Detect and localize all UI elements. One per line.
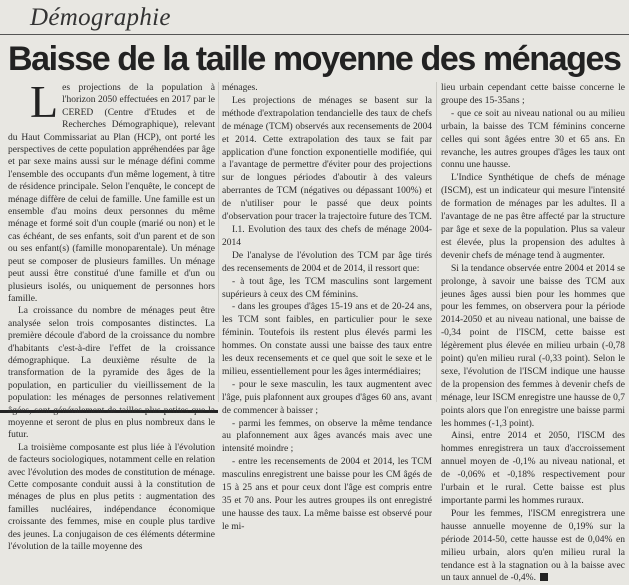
column-divider — [218, 82, 219, 402]
article-paragraph: - que ce soit au niveau national ou au milieu urbain, la baisse des TCM féminins concerne celles qui sont âgées entre 30 et 65 ans. En revanche, les autres groupes d'âges les taux ont connu une hausse. — [441, 108, 625, 171]
article-paragraph: Les projections de ménages se basent sur la méthode d'extrapolation tendancielle des taux de chefs de ménage (TCM) observés aux recensements de 2004 et 2014. Cette extrapolation des taux se fait par application d'une fonction exponentielle modifiée, qui a l'avantage de permettre d'éviter pour des projections sur de longues périodes d'aboutir à des valeurs aberrantes de TCM (négatives ou dépassant 100%) et de n'utiliser pour le passé que deux points d'observation pour tracer la trajectoire future des TCM. — [222, 95, 432, 223]
article-paragraph: L'Indice Synthétique de chefs de ménage (ISCM), est un indicateur qui mesure l'intensité de formation de ménages par les adultes. Il a l'avantage de ne pas être affecté par la structure par âge et sexe de la population. Plus sa valeur est élevée, plus la propension des adultes à devenir chefs de ménage tend à augmenter. — [441, 173, 625, 261]
column-divider — [436, 82, 437, 402]
article-paragraph: - parmi les femmes, on observe la même tendance au plafonnement aux âges avancés mais avec une intensité moindre ; — [222, 418, 432, 455]
article-paragraph: - dans les groupes d'âges 15-19 ans et de 20-24 ans, les TCM sont faibles, en particulier pour le sexe féminin. Toutefois ils restent plus élevés parmi les hommes. On constate aussi une baisse des taux entre les deux recensements et ce quel que soit le sexe et le milieu, essentiellement pour les âges intermédiaires; — [222, 302, 432, 377]
article-column-1 — [8, 76, 215, 553]
end-of-article-mark-icon — [540, 573, 548, 581]
article-column-3 — [441, 82, 625, 585]
article-column-2 — [222, 82, 432, 534]
article-paragraph: - à tout âge, les TCM masculins sont largement supérieurs à ceux des CM féminins. — [222, 276, 432, 300]
article-paragraph: lieu urbain cependant cette baisse concerne le groupe des 15-35ans ; — [441, 83, 625, 106]
article-paragraph: Si la tendance observée entre 2004 et 2014 se prolonge, à savoir une baisse des TCM aux jeunes âges aussi bien pour les hommes que pour les femmes, on observera pour la période 2014-2050 et au niveau national, une baisse de -0,34 point de l'ISCM, cette baisse est légèrement plus élevée en milieu urbain (-0,78 point) qu'en milieu rural (-0,33 point). Selon le sexe, l'évolution de l'ISCM indique une hausse de la propension des femmes à devenir chefs de ménage, leur ISCM enregistre une hausse de 0,7 points alors que l'on enregistre une baisse parmi les hommes (-1,3 point). — [441, 263, 625, 429]
article-paragraph: De l'analyse de l'évolution des TCM par âge tirés des recensements de 2004 et de 2014, il ressort que: — [222, 250, 432, 274]
article-paragraph: La troisième composante est plus liée à l'évolution de facteurs sociologiques, notamment celle en relation avec l'évolution des modes de constitution de ménage. Cette composante conduit aussi à la constitution de ménages de plus en plus petits : augmentation des familles nucléaires, indépendance économique croissante des femmes, mise en couple plus tardive des jeunes. La conjugaison de ces éléments détermine l'évolution de la taille moyenne des — [8, 442, 215, 553]
article-paragraph — [441, 508, 625, 585]
article-paragraph: Ainsi, entre 2014 et 2050, l'ISCM des hommes enregistrera un taux d'accroissement annuel moyen de -0,1% au niveau national, et de -0,06% et -0,18% respectivement pour l'urbain et le rural. Cette baisse est plus importante parmi les hommes ruraux. — [441, 431, 625, 506]
paragraph-text: Pour les femmes, l'ISCM enregistrera une hausse annuelle moyenne de 0,19% sur la période 2014-50, cette hausse est de 0,04% en milieu urbain, alors qu'en milieu rural la tendance est à la stagnation ou à la baisse avec un taux annuel de -0,4%. — [441, 508, 625, 584]
section-rubric: Démographie — [30, 4, 171, 31]
article-paragraph: La croissance du nombre de ménages peut être analysée selon trois composantes distinctes. La première découle d'abord de la croissance du nombre d'habitants c'est-à-dire l'effet de la croissance démographique. La deuxième résulte de la transformation de la pyramide des âges de la population, en particulier du vieillissement de la population: les ménages de personnes relativement âgées, sont généralement de tailles plus petites que la moyenne et seront de plus en plus nombreux dans le futur. — [8, 306, 215, 441]
article-subheading: I.1. Evolution des taux des chefs de ménage 2004-2014 — [222, 224, 432, 248]
article-paragraph: ménages. — [222, 83, 258, 93]
drop-cap: L — [30, 76, 59, 127]
article-paragraph — [8, 76, 215, 305]
paragraph-text: es projections de la population à l'horizon 2050 effectuées en 2017 par le CERED (Centre d'Etudes et de Recherches Démographique), relevant du Haut Commissariat au Plan (HCP), ont porté les perspectives de cette population appréhendées par âge et par sexe mains aussi sur le ménage défini comme l'ensemble des occupants d'un même logement, à titre de résidence principale. Selon l'enquête, le concept de ménage diffère de celui de famille. Une famille est un ensemble d'au moins deux personnes du même ménage et formé soit d'un couple (marié ou non) et le cas échéant, de ses enfants, soit d'un parent et de son ou ses enfant(s) (famille monoparentale). Un ménage peut se composer de plusieurs familles. Un ménage peut aussi être constitué d'une famille et d'un ou plusieurs isolés, ou uniquement de personnes hors famille. — [8, 83, 215, 304]
article-headline: Baisse de la taille moyenne des ménages — [8, 40, 621, 78]
article-paragraph: - pour le sexe masculin, les taux augmentent avec l'âge, puis plafonnent aux groupes d'âges 60 ans, avant de commencer à baisser ; — [222, 379, 432, 416]
article-paragraph: - entre les recensements de 2004 et 2014, les TCM masculins enregistrent une baisse pour les CM âgés de 15 à 25 ans et pour ceux dont l'âge est compris entre 35 et 70 ans. Pour les autres groupes ils ont enregistré une hausse des taux. La même baisse est observé pour le mi- — [222, 457, 432, 532]
header-divider — [0, 34, 629, 35]
